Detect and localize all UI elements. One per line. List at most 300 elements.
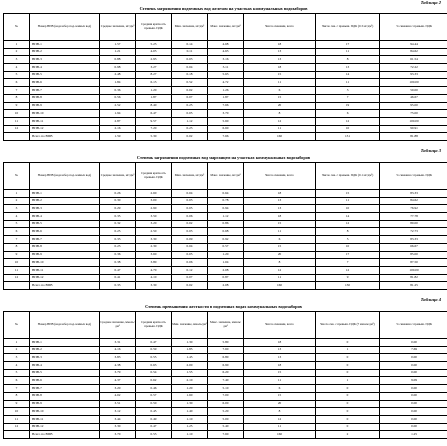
table-cell: 8: [4, 243, 30, 251]
table-cell: 100.00: [380, 117, 447, 125]
table-cell: 12: [244, 266, 316, 274]
table-cell: 4.16: [100, 346, 136, 354]
table-cell: 7: [316, 94, 380, 102]
table-cell: 72.73: [380, 228, 447, 236]
column-header: Номер ВПВ (водозабор под-земных вод): [30, 163, 100, 190]
table-row: [4, 79, 447, 87]
table-cell: 11: [316, 79, 380, 87]
table-cell: 4: [4, 362, 30, 370]
table-row: [4, 117, 447, 125]
table-cell: 12: [4, 423, 30, 431]
column-header: Номер ВПВ (водозабор под-земных вод): [30, 14, 100, 41]
table-cell: ВПВ-7: [30, 236, 100, 244]
table-cell: 0.00: [380, 339, 447, 347]
table-cell: 3.20: [100, 385, 136, 393]
table-cell: 83.33: [380, 190, 447, 198]
table-cell: 4.72: [208, 79, 244, 87]
table-cell: 15: [244, 220, 316, 228]
table-row: [4, 274, 447, 282]
table-cell: 0.94: [208, 205, 244, 213]
table-cell: 0.63: [136, 362, 172, 370]
table-cell: 6: [4, 377, 30, 385]
table-cell: 0.68: [208, 228, 244, 236]
table-cell: ВПВ-3: [30, 354, 100, 362]
table-cell: 0.50: [136, 400, 172, 408]
table-cell: ВПВ-9: [30, 400, 100, 408]
table-cell: 130: [316, 282, 380, 290]
table-cell: 13: [244, 56, 316, 64]
table-cell: ВПВ-6: [30, 228, 100, 236]
table-cell: 12: [316, 220, 380, 228]
table-cell: 6: [244, 236, 316, 244]
table-cell: 13: [244, 205, 316, 213]
column-header: Мин. значение, мг/дм³: [172, 14, 208, 41]
column-header: % скважин с превыш. ПДК: [380, 14, 447, 41]
table-cell: 13: [244, 346, 316, 354]
table-cell: 5.63: [208, 71, 244, 79]
table-cell: 0.00: [380, 392, 447, 400]
table-cell: 1.25: [380, 431, 447, 439]
table-cell: 2: [4, 48, 30, 56]
table-cell: 0.02: [172, 87, 208, 95]
table-cell: 0.59: [136, 346, 172, 354]
table-cell: 0.47: [100, 266, 136, 274]
table-row: [4, 266, 447, 274]
table-cell: 0.07: [172, 274, 208, 282]
table-cell: 8.40: [136, 102, 172, 110]
table-cell: 1: [4, 339, 30, 347]
table-cell: 1.84: [100, 79, 136, 87]
table-cell: 1.57: [100, 41, 136, 49]
table-cell: 50.00: [380, 87, 447, 95]
table-cell: 0.57: [208, 243, 244, 251]
table-cell: 0: [316, 400, 380, 408]
table-cell: 14: [316, 71, 380, 79]
table-cell: 1.30: [172, 400, 208, 408]
table-cell: ВПВ-7: [30, 385, 100, 393]
column-header: №: [4, 312, 30, 339]
table-cell: Всего по ВПВ: [30, 282, 100, 290]
table-cell: 76.92: [380, 205, 447, 213]
table-cell: ВПВ-12: [30, 274, 100, 282]
table-cell: 81.25: [380, 282, 447, 290]
table-cell: 1: [4, 190, 30, 198]
table-cell: 0.46: [136, 385, 172, 393]
table-cell: ВПВ-11: [30, 266, 100, 274]
table-cell: 3.20: [136, 220, 172, 228]
table-cell: 0: [316, 339, 380, 347]
table-cell: ВПВ-6: [30, 377, 100, 385]
column-header: Число скв. с превыш. ПДК (0.3 мг/дм³): [316, 14, 380, 41]
table-cell: ВПВ-9: [30, 102, 100, 110]
table-cell: 9: [4, 251, 30, 259]
table-cell: 7: [316, 259, 380, 267]
table-cell: 0.14: [172, 41, 208, 49]
table-cell: 1.59: [100, 133, 136, 141]
table-cell: 84.62: [380, 48, 447, 56]
table-row: [4, 243, 447, 251]
table-cell: 90.91: [380, 125, 447, 133]
table-cell: 94.44: [380, 41, 447, 49]
table-row: [4, 282, 447, 290]
table-cell: 1.40: [172, 408, 208, 416]
table-row: [4, 64, 447, 72]
table-cell: 3.80: [136, 259, 172, 267]
table-cell: 2.00: [172, 362, 208, 370]
table-cell: 3.27: [136, 64, 172, 72]
table-cell: 4.68: [208, 41, 244, 49]
table-cell: ВПВ-1: [30, 339, 100, 347]
table-cell: 7.00: [208, 392, 244, 400]
table-cell: 80.00: [380, 220, 447, 228]
table-cell: 4.02: [100, 392, 136, 400]
table-cell: 7: [4, 87, 30, 95]
table-cell: 0.33: [100, 282, 136, 290]
table-row: [4, 133, 447, 141]
table-cell: 0.05: [172, 110, 208, 118]
table-cell: 72.22: [380, 64, 447, 72]
column-header: №: [4, 14, 30, 41]
table-cell: 6.13: [136, 79, 172, 87]
table-cell: 5.40: [208, 423, 244, 431]
table-cell: 6.00: [208, 400, 244, 408]
table-cell: 0.87: [208, 274, 244, 282]
table-cell: ВПВ-8: [30, 392, 100, 400]
table-cell: 5.30: [136, 133, 172, 141]
table-cell: 100.00: [380, 266, 447, 274]
table-row: [4, 41, 447, 49]
table-cell: 0: [316, 408, 380, 416]
table-cell: 1.20: [172, 385, 208, 393]
table-cell: 0.45: [136, 408, 172, 416]
table-cell: 2.16: [100, 125, 136, 133]
table-cell: 3.50: [136, 213, 172, 221]
table-row: [4, 102, 447, 110]
table-row: [4, 415, 447, 423]
table-cell: ВПВ-4: [30, 213, 100, 221]
table-cell: ВПВ-3: [30, 205, 100, 213]
table-cell: 18: [244, 190, 316, 198]
table-cell: 3.51: [100, 400, 136, 408]
table-cell: 0: [316, 354, 380, 362]
table-cell: 0.25: [172, 102, 208, 110]
table-cell: 0.02: [172, 133, 208, 141]
table-cell: 85.00: [380, 251, 447, 259]
table-cell: 1.12: [172, 117, 208, 125]
table-cell: 3.70: [208, 110, 244, 118]
table-cell: 3.00: [136, 197, 172, 205]
table-cell: 11: [244, 228, 316, 236]
table-cell: 12: [4, 274, 30, 282]
table-cell: 1.30: [172, 339, 208, 347]
table-cell: 15: [244, 94, 316, 102]
table-row: [4, 197, 447, 205]
data-table: [3, 162, 447, 290]
table-cell: 0.03: [172, 197, 208, 205]
table-cell: 2: [4, 346, 30, 354]
table-cell: 11: [244, 274, 316, 282]
table-cell: 1.10: [172, 431, 208, 439]
table-cell: 81.82: [380, 274, 447, 282]
table-cell: 46.67: [380, 94, 447, 102]
column-header: % скважин с превыш. ПДК: [380, 312, 447, 339]
table-cell: 0.11: [172, 48, 208, 56]
table-cell: 18: [244, 41, 316, 49]
table-cell: 0.00: [380, 400, 447, 408]
table-cell: 6.20: [208, 369, 244, 377]
table-label: Таблица 4: [420, 297, 441, 302]
table-cell: 0.00: [380, 385, 447, 393]
table-cell: ВПВ-7: [30, 87, 100, 95]
table-row: [4, 369, 447, 377]
column-header: Число скважин, всего: [244, 312, 316, 339]
table-cell: 0.05: [172, 205, 208, 213]
table-cell: 66.67: [380, 243, 447, 251]
table-cell: 0.25: [100, 228, 136, 236]
table-cell: 13: [244, 354, 316, 362]
table-cell: 3.30: [100, 423, 136, 431]
table-label: Таблица 2: [420, 0, 441, 5]
table-cell: 160: [244, 133, 316, 141]
table-cell: 131: [316, 133, 380, 141]
table-cell: 0: [316, 415, 380, 423]
table-cell: 4.10: [136, 274, 172, 282]
column-header: Средняя кратность превыш. ПДК: [136, 163, 172, 190]
table-cell: 9.09: [380, 377, 447, 385]
table-row: [4, 87, 447, 95]
table-cell: 7.69: [380, 346, 447, 354]
table-cell: 0.03: [172, 228, 208, 236]
table-row: [4, 408, 447, 416]
table-cell: 0.62: [136, 377, 172, 385]
table-cell: ВПВ-9: [30, 251, 100, 259]
table-cell: 1.12: [208, 213, 244, 221]
table-cell: 100.00: [380, 79, 447, 87]
table-cell: 8: [244, 259, 316, 267]
table-cell: 0.57: [136, 392, 172, 400]
table-cell: 1.20: [208, 251, 244, 259]
table-cell: 7.66: [208, 133, 244, 141]
table-row: [4, 110, 447, 118]
table-row: [4, 400, 447, 408]
table-cell: 11: [316, 197, 380, 205]
table-cell: ВПВ-11: [30, 415, 100, 423]
table-cell: 5.23: [136, 41, 172, 49]
table-cell: 0: [316, 392, 380, 400]
table-cell: ВПВ-12: [30, 125, 100, 133]
table-cell: 3.83: [100, 354, 136, 362]
table-cell: 11: [244, 423, 316, 431]
table-cell: 0.12: [172, 266, 208, 274]
table-cell: 18: [244, 362, 316, 370]
table-cell: 2.90: [136, 205, 172, 213]
table-cell: 14: [316, 213, 380, 221]
table-cell: 0.35: [100, 213, 136, 221]
table-cell: [4, 431, 30, 439]
column-header: Мин. значение, мг/дм³: [172, 163, 208, 190]
table-cell: 1.55: [172, 369, 208, 377]
table-cell: 0: [316, 423, 380, 431]
table-cell: 3.12: [100, 408, 136, 416]
table-cell: Всего по ВПВ: [30, 133, 100, 141]
table-cell: 1.87: [136, 94, 172, 102]
table-cell: 84.62: [380, 197, 447, 205]
table-cell: 0.07: [172, 94, 208, 102]
table-cell: 2.87: [100, 117, 136, 125]
table-cell: 8.27: [136, 71, 172, 79]
table-row: [4, 125, 447, 133]
table-cell: 1.04: [208, 259, 244, 267]
table-cell: 0.00: [380, 369, 447, 377]
table-cell: ВПВ-2: [30, 197, 100, 205]
table-cell: 4.70: [136, 266, 172, 274]
table-cell: 0.23: [100, 243, 136, 251]
table-cell: 9.57: [136, 117, 172, 125]
table-cell: 18: [244, 213, 316, 221]
table-cell: 2.48: [100, 71, 136, 79]
table-cell: 1.25: [172, 423, 208, 431]
table-cell: 3.44: [100, 415, 136, 423]
table-cell: 0.33: [100, 236, 136, 244]
table-cell: 0.00: [380, 354, 447, 362]
table-cell: 5.80: [208, 339, 244, 347]
table-cell: 2: [316, 431, 380, 439]
table-label: Таблица 3: [420, 148, 441, 153]
table-cell: 1.60: [172, 392, 208, 400]
table-cell: 3.30: [136, 282, 172, 290]
column-header: Число скважин, всего: [244, 14, 316, 41]
table-title: Степень загрязнения подземных вод марганцем на участках коммунальных водозаборов: [136, 155, 311, 160]
table-cell: 0.98: [100, 64, 136, 72]
table-cell: 12: [244, 117, 316, 125]
column-header: Среднее значение, мг/дм³: [100, 163, 136, 190]
table-cell: 6.47: [136, 110, 172, 118]
table-row: [4, 48, 447, 56]
table-cell: 0.86: [208, 220, 244, 228]
table-cell: 8: [244, 408, 316, 416]
table-cell: 2.08: [208, 282, 244, 290]
table-row: [4, 236, 447, 244]
table-cell: 11: [316, 48, 380, 56]
table-cell: 0.09: [172, 236, 208, 244]
table-cell: 11: [4, 117, 30, 125]
table-cell: 1.20: [136, 87, 172, 95]
table-cell: 0.02: [172, 282, 208, 290]
table-cell: 9: [4, 102, 30, 110]
column-header: Макс. значение, ммоль/дм³: [208, 312, 244, 339]
table-cell: 11: [244, 125, 316, 133]
table-cell: 7.66: [208, 102, 244, 110]
table-cell: 15: [244, 71, 316, 79]
table-cell: 6: [4, 228, 30, 236]
table-cell: 18: [244, 339, 316, 347]
table-cell: 13: [316, 64, 380, 72]
table-cell: 83.33: [380, 236, 447, 244]
table-cell: ВПВ-4: [30, 362, 100, 370]
table-cell: 10: [316, 243, 380, 251]
table-title: Степень загрязнения подземных вод железом на участках коммунальных водозаборов: [139, 6, 308, 11]
table-cell: 0.55: [136, 354, 172, 362]
table-cell: 2.50: [136, 228, 172, 236]
table-cell: 5.00: [208, 415, 244, 423]
table-cell: 0.02: [172, 220, 208, 228]
table-cell: 77.78: [380, 213, 447, 221]
table-row: [4, 190, 447, 198]
table-cell: 95.00: [380, 102, 447, 110]
column-header: №: [4, 163, 30, 190]
table-cell: 75.00: [380, 110, 447, 118]
table-row: [4, 228, 447, 236]
table-cell: 11: [4, 266, 30, 274]
column-header: Средняя кратность превыш. ПДК: [136, 14, 172, 41]
table-cell: 0.52: [172, 79, 208, 87]
table-cell: 5.20: [208, 408, 244, 416]
table-cell: 12: [316, 117, 380, 125]
table-row: [4, 431, 447, 439]
table-cell: 20: [244, 251, 316, 259]
table-cell: 10: [4, 259, 30, 267]
table-cell: 18: [244, 64, 316, 72]
table-cell: 1: [316, 346, 380, 354]
table-cell: ВПВ-2: [30, 346, 100, 354]
table-cell: 0.36: [100, 87, 136, 95]
table-cell: 6.60: [208, 125, 244, 133]
table-cell: 10: [4, 408, 30, 416]
table-cell: 12: [4, 125, 30, 133]
table-cell: 8: [4, 94, 30, 102]
table-cell: 7.40: [208, 377, 244, 385]
table-cell: 1.10: [172, 415, 208, 423]
data-table: [3, 311, 447, 439]
table-cell: 8: [316, 56, 380, 64]
table-cell: 0: [316, 362, 380, 370]
table-cell: 0.49: [136, 415, 172, 423]
table-cell: 3: [4, 205, 30, 213]
table-cell: 0.64: [208, 190, 244, 198]
table-cell: 1.87: [208, 94, 244, 102]
table-row: [4, 220, 447, 228]
table-cell: 2.10: [172, 377, 208, 385]
table-row: [4, 392, 447, 400]
table-cell: 3.60: [136, 251, 172, 259]
table-cell: 15: [244, 392, 316, 400]
table-cell: 15: [244, 243, 316, 251]
table-cell: 7: [4, 385, 30, 393]
table-cell: 0.06: [172, 213, 208, 221]
column-header: Число скв. с превыш. ПДК (0.1 мг/дм³): [316, 163, 380, 190]
table-cell: 7.60: [208, 431, 244, 439]
table-cell: 0.41: [100, 274, 136, 282]
table-cell: 4.03: [136, 48, 172, 56]
table-cell: 2.30: [136, 243, 172, 251]
table-cell: 10: [316, 205, 380, 213]
table-cell: 5.60: [208, 117, 244, 125]
column-header: Макс. значение, мг/дм³: [208, 14, 244, 41]
table-cell: ВПВ-5: [30, 71, 100, 79]
table-cell: 6.80: [208, 354, 244, 362]
table-cell: 0.18: [172, 71, 208, 79]
table-cell: 0: [316, 369, 380, 377]
table-cell: 20: [244, 102, 316, 110]
table-cell: 6: [316, 110, 380, 118]
table-cell: 4.37: [100, 377, 136, 385]
table-cell: 0.54: [136, 369, 172, 377]
table-row: [4, 354, 447, 362]
table-cell: ВПВ-10: [30, 110, 100, 118]
table-row: [4, 259, 447, 267]
table-cell: 0.36: [100, 251, 136, 259]
table-cell: 15: [316, 190, 380, 198]
